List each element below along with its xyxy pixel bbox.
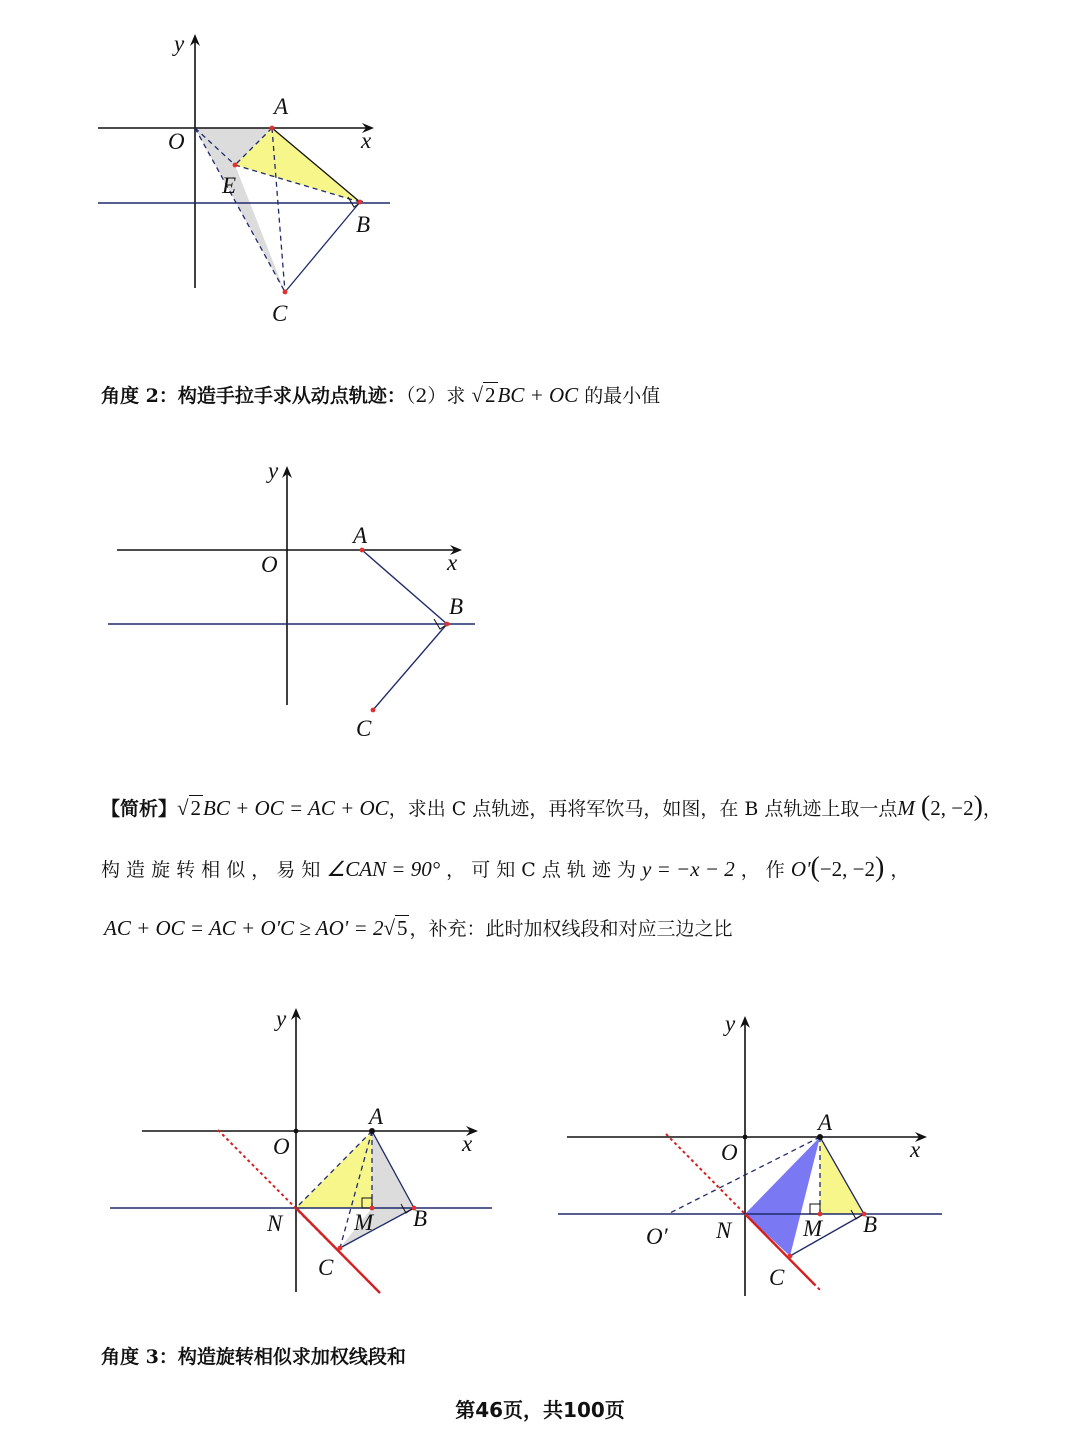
angle2-formula: √2BC + OC (471, 383, 579, 407)
label-o: O (168, 129, 185, 154)
analysis-formula-1: √2BC + OC = AC + OC (177, 796, 389, 820)
label-y: y (268, 458, 279, 483)
label-n: N (716, 1218, 732, 1243)
label-m: M (803, 1216, 823, 1241)
point-m-coords: (2, −2) (920, 791, 983, 822)
angle2-part: （2）求 (405, 385, 466, 407)
label-a: A (274, 94, 289, 119)
figure-2-problem-diagram (100, 455, 490, 745)
label-b: B (449, 594, 464, 619)
point-m: M (897, 796, 915, 820)
label-o: O (261, 552, 278, 577)
segment-ab (362, 550, 447, 624)
locus-equation: y = −x − 2 (642, 857, 735, 881)
analysis-text-3: ，补充：此时加权线段和对应三边之比 (409, 918, 733, 940)
label-c: C (356, 716, 372, 741)
label-o: O (721, 1140, 738, 1165)
analysis-line-1 (101, 791, 1002, 823)
label-o: O (273, 1134, 290, 1159)
label-b: B (413, 1206, 428, 1231)
analysis-line1-end: ， (982, 798, 1002, 820)
segment-bc (285, 202, 360, 292)
analysis-line-2 (101, 852, 909, 884)
label-a: A (818, 1110, 833, 1135)
label-b: B (863, 1212, 878, 1237)
label-e: E (222, 173, 237, 198)
label-b: B (356, 212, 371, 237)
angle2-heading (101, 381, 660, 408)
label-a: A (353, 523, 368, 548)
label-x: x (361, 128, 372, 153)
analysis-text-2b: ， 可 知 C 点 轨 迹 为 (446, 859, 636, 881)
points (360, 548, 450, 713)
label-m: M (354, 1210, 374, 1235)
angle2-title: 角度 2：构造手拉手求从动点轨迹： (101, 385, 406, 407)
label-y: y (276, 1006, 287, 1031)
analysis-label: 【简析】 (101, 798, 178, 820)
analysis-text-2a: 构 造 旋 转 相 似 ， 易 知 (101, 859, 321, 881)
point-o-prime-coords: (−2, −2) (810, 852, 885, 883)
angle2-suffix: 的最小值 (584, 385, 661, 407)
angle3-heading: 角度 3：构造旋转相似求加权线段和 (101, 1346, 406, 1368)
analysis-line2-end: ， (890, 859, 910, 881)
label-x: x (447, 550, 458, 575)
point-o-prime: O' (790, 857, 811, 881)
figure-4-weighted-sum (550, 1010, 950, 1310)
segment-bc (373, 624, 447, 710)
label-x: x (910, 1137, 921, 1162)
label-y: y (174, 31, 185, 56)
figure-1-handshake-diagram (90, 25, 410, 335)
analysis-formula-3: AC + OC = AC + O'C ≥ AO' = 2√5 (104, 916, 408, 940)
label-c: C (272, 301, 288, 326)
analysis-line-3 (104, 914, 733, 941)
segment-bc (790, 1214, 864, 1256)
label-y: y (725, 1011, 736, 1036)
label-n: N (267, 1211, 283, 1236)
analysis-text-1: ，求出 C 点轨迹，再将军饮马，如图，在 B 点轨迹上取一点 (388, 798, 898, 820)
figure-3-rotation-similarity (100, 1005, 500, 1305)
label-c: C (769, 1265, 785, 1290)
label-o-prime: O′ (646, 1224, 668, 1249)
label-x: x (462, 1131, 473, 1156)
analysis-text-2c: ， 作 (740, 859, 785, 881)
angle-can: ∠CAN = 90° (326, 857, 441, 881)
label-a: A (369, 1104, 384, 1129)
page-footer: 第46页，共100页 (455, 1398, 625, 1422)
label-c: C (318, 1255, 334, 1280)
